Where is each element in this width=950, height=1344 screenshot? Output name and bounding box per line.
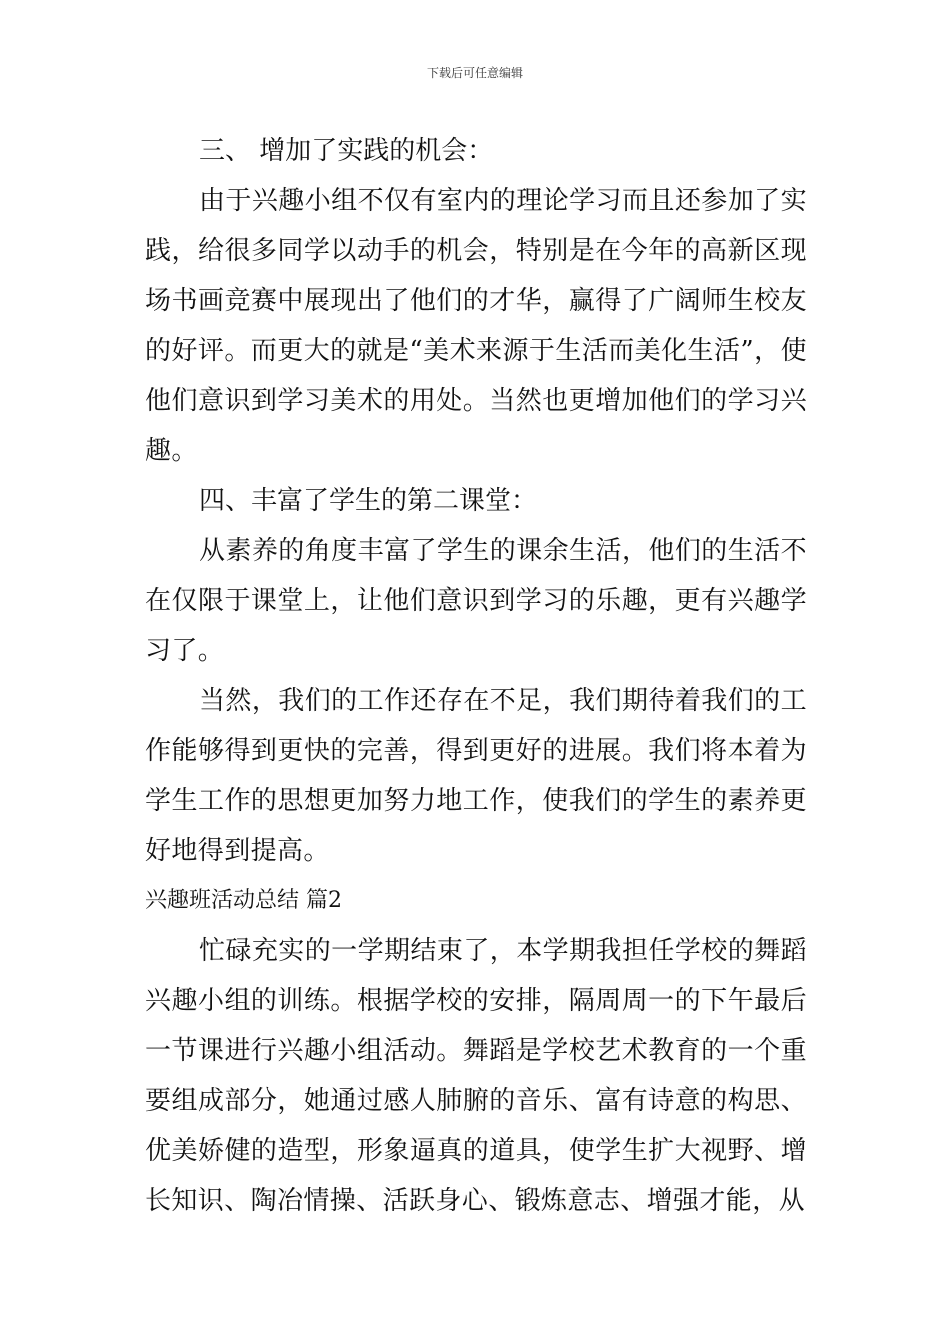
- document-body: [145, 126, 807, 1226]
- closing-paragraph: 当然，我们的工作还存在不足，我们期待着我们的工作能够得到更快的完善，得到更好的进展。我们将本着为学生工作的思想更加努力地工作，使我们的学生的素养更好地得到提高。: [145, 686, 807, 866]
- section-three-heading: 三、 增加了实践的机会：: [199, 136, 494, 166]
- article-two-paragraph: 忙碌充实的一学期结束了，本学期我担任学校的舞蹈兴趣小组的训练。根据学校的安排，隔周周一的下午最后一节课进行兴趣小组活动。舞蹈是学校艺术教育的一个重要组成部分，她通过感人肺腑的音乐、富有诗意的构思、优美娇健的造型，形象逼真的道具，使学生扩大视野、增长知识、陶冶情操、活跃身心、锻炼意志、增强才能，从: [145, 936, 807, 1216]
- section-four-heading: 四、丰富了学生的第二课堂：: [199, 486, 538, 516]
- section-four-paragraph: 从素养的角度丰富了学生的课余生活，他们的生活不在仅限于课堂上，让他们意识到学习的乐趣，更有兴趣学习了。: [145, 536, 807, 666]
- section-three-paragraph: 由于兴趣小组不仅有室内的理论学习而且还参加了实践，给很多同学以动手的机会，特别是在今年的高新区现场书画竞赛中展现出了他们的才华，赢得了广阔师生校友的好评。而更大的就是“美术来源于生活而美化生活”，使他们意识到学习美术的用处。当然也更增加他们的学习兴趣。: [145, 186, 807, 466]
- article-two-title: 兴趣班活动总结 篇2: [145, 888, 342, 913]
- page-header: 下载后可任意编辑: [426, 66, 523, 80]
